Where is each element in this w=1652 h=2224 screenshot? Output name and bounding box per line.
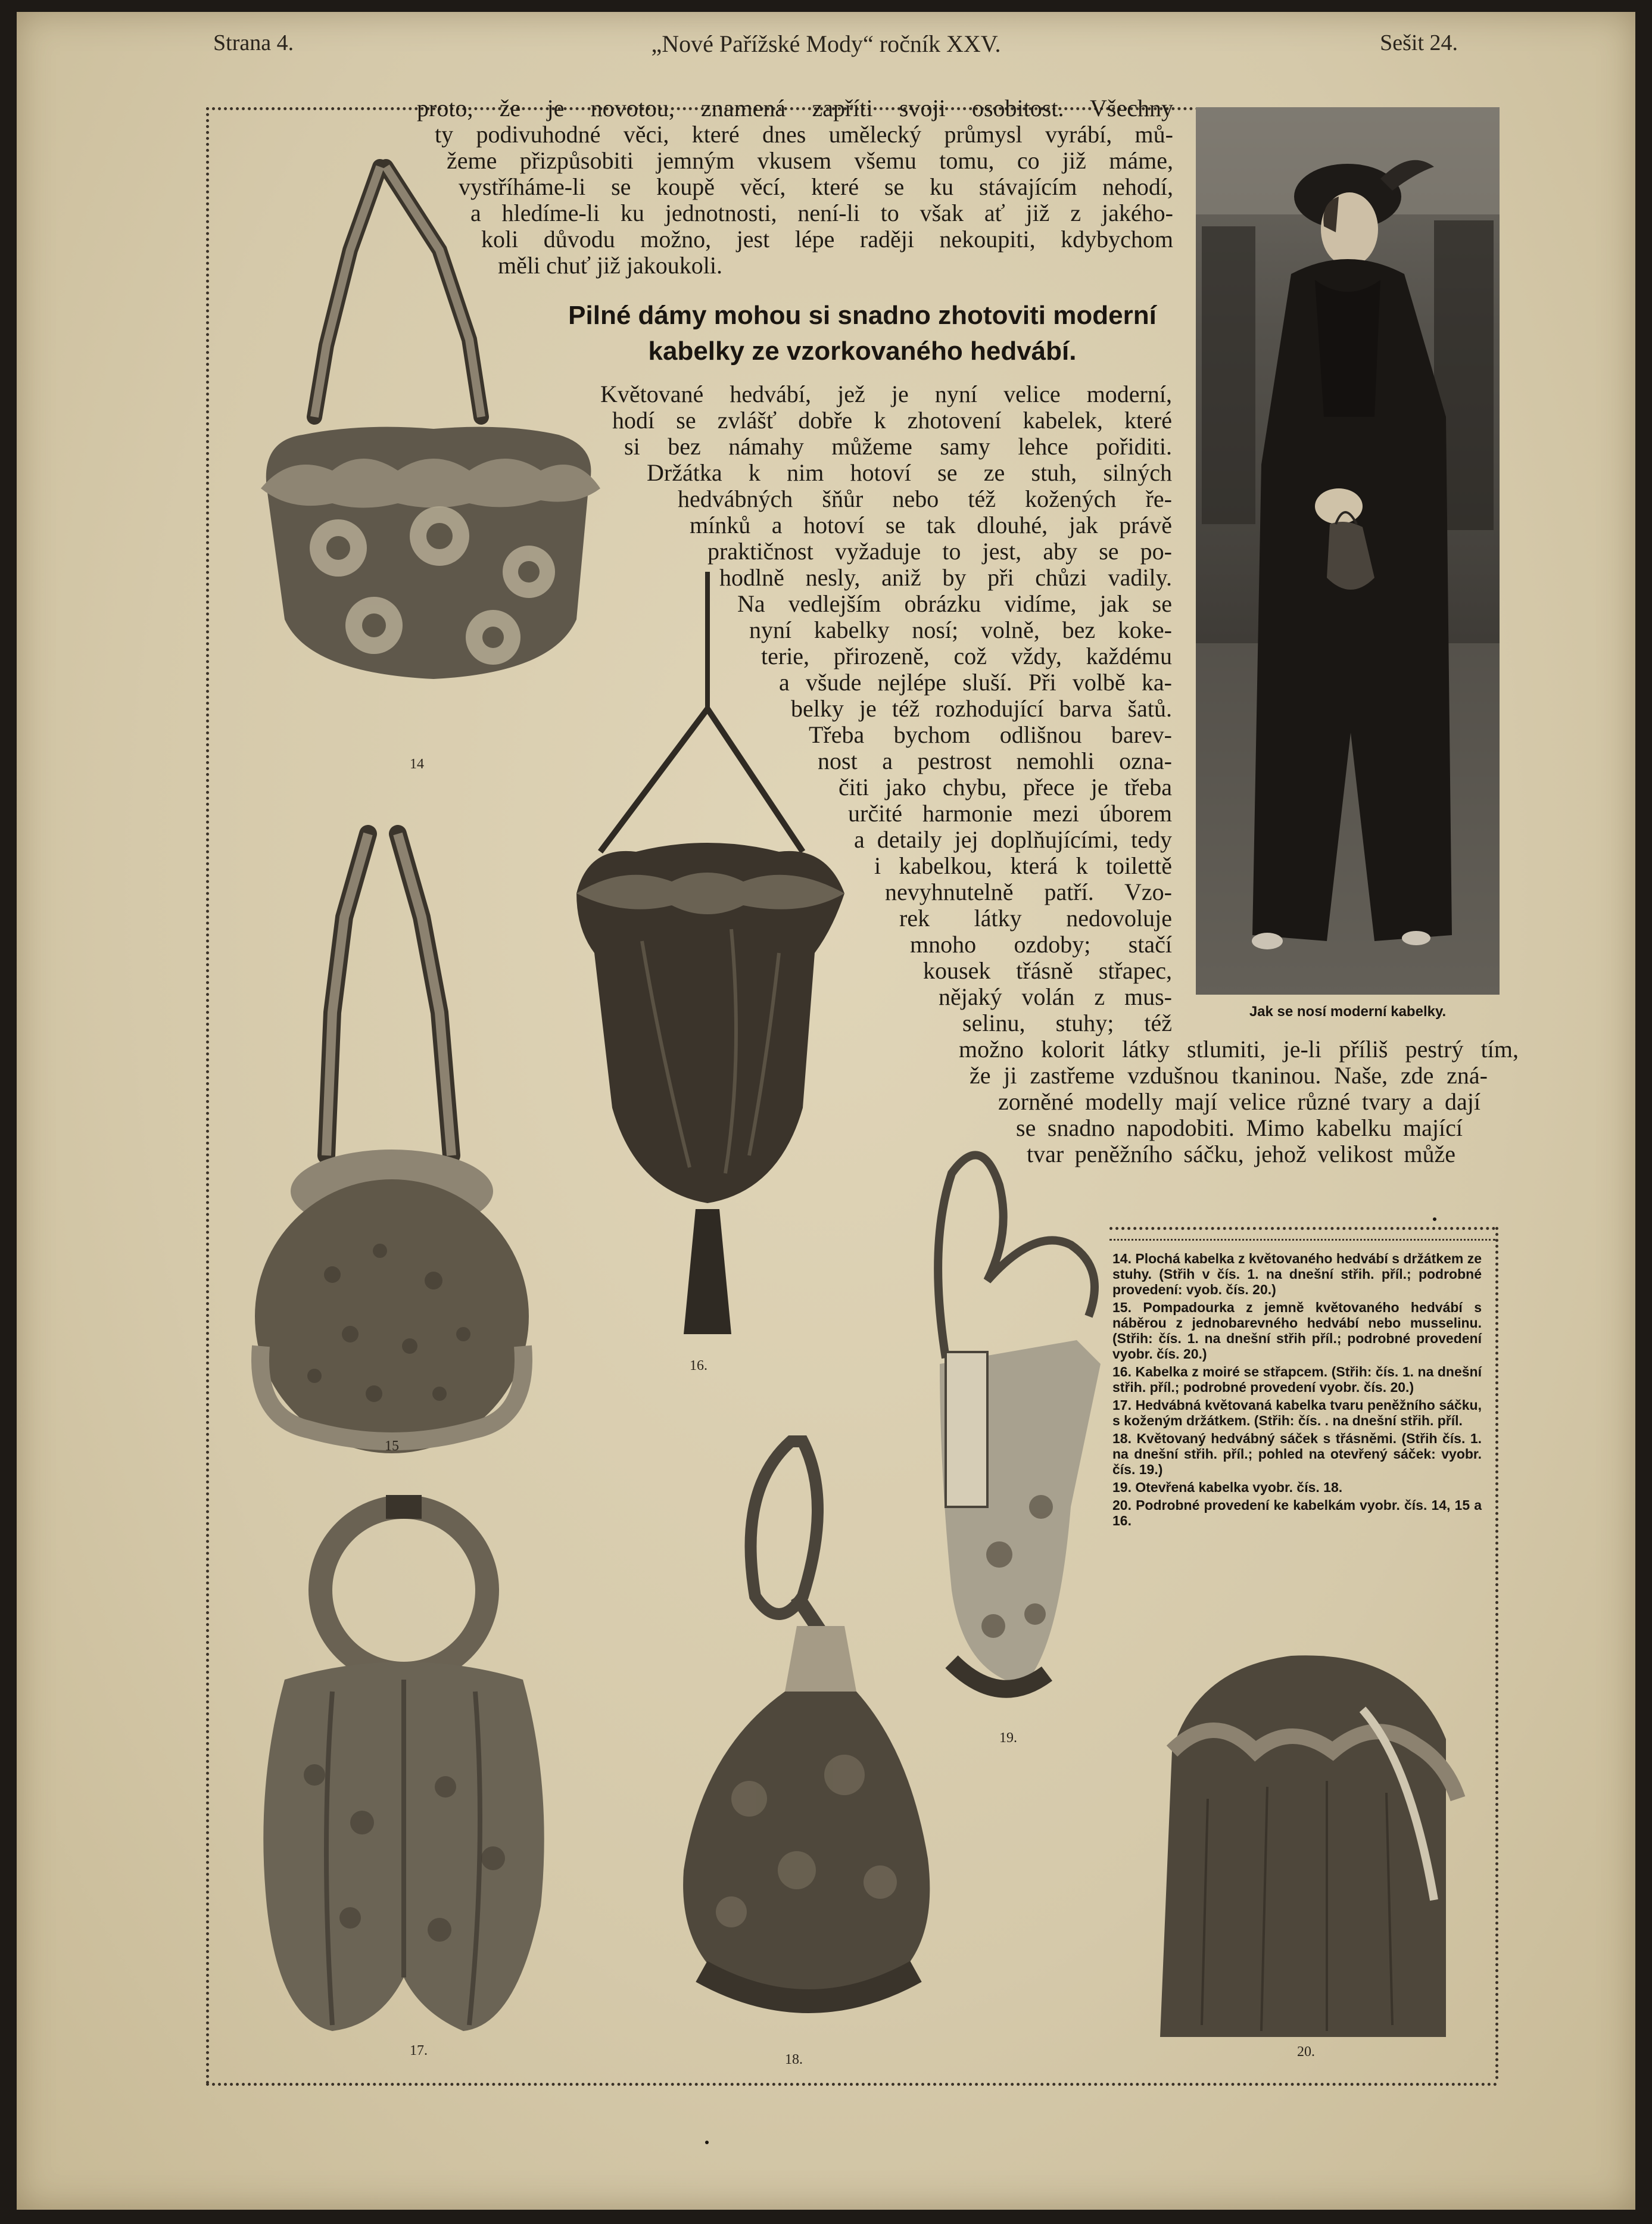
handbag-figure-17 <box>243 1489 565 2061</box>
page-number: Strana 4. <box>213 30 294 55</box>
text-line: nějaký volán z mus- <box>939 983 1172 1010</box>
text-line: že ji zastřeme vzdušnou tkaninou. Naše, zde zná- <box>970 1062 1488 1089</box>
text-line: hedvábných šňůr nebo též kožených ře- <box>678 485 1172 512</box>
text-line: i kabelkou, která k toilettě <box>874 852 1172 879</box>
caption-19: 19. Otevřená kabelka vyobr. čís. 18. <box>1112 1479 1343 1495</box>
text-line: nost a pestrost nemohli ozna- <box>818 747 1172 774</box>
handbag-figure-20 <box>1136 1644 1494 2061</box>
text-line: hodí se zvlášť dobře k zhotovení kabelek, které <box>612 407 1172 434</box>
text-line: kousek třásně střapec, <box>923 957 1172 984</box>
text-line: Na vedlejším obrázku vidíme, jak se <box>737 590 1172 617</box>
text-line: možno kolorit látky stlumiti, je-li příliš pestrý tím, <box>959 1036 1519 1063</box>
figure-number-19: 19. <box>999 1730 1017 1746</box>
handbag-figure-15 <box>237 822 606 1453</box>
text-line: žeme přizpůsobiti jemným vkusem všemu tomu, co již máme, <box>447 147 1173 174</box>
figure-number-15: 15 <box>385 1438 399 1453</box>
caption-17: 17. Hedvábná květovaná kabelka tvaru peněžního sáčku, s koženým držátkem. (Střih: čís. . na dnešní střih. příl. <box>1112 1397 1482 1428</box>
text-line: Třeba bychom odlišnou barev- <box>809 721 1172 748</box>
text-line: vystříháme-li se koupě věcí, které se ku stávajícím nehodí, <box>459 173 1173 200</box>
section-heading <box>529 298 1196 369</box>
handbag-figure-16 <box>553 572 862 1370</box>
text-line: a detaily jej doplňujícími, tedy <box>854 826 1172 853</box>
text-line: Držátka k nim hotoví se ze stuh, silných <box>647 459 1172 486</box>
figure-number-18: 18. <box>785 2052 803 2067</box>
text-line: tvar peněžního sáčku, jehož velikost může <box>1027 1141 1455 1167</box>
caption-18: 18. Květovaný hedvábný sáček s třásněmi. (Střih čís. 1. na dnešní střih. příl.; pohled na otevřený sáček: vyobr. čís. 19.) <box>1112 1431 1482 1477</box>
text-line: a hledíme-li ku jednotnosti, není-li to však ať již z jakého- <box>470 200 1173 226</box>
text-line: proto, že je novotou, znamená zapříti svoji osobitost. Všechny <box>417 95 1173 122</box>
text-line: nevyhnutelně patří. Vzo- <box>885 879 1172 905</box>
text-line: rek látky nedovoluje <box>899 905 1172 932</box>
photo-caption: Jak se nosí moderní kabelky. <box>1249 1004 1447 1020</box>
text-line: určité harmonie mezi úborem <box>848 800 1172 827</box>
fashion-photograph <box>1196 107 1500 995</box>
text-line: terie, přirozeně, což vždy, každému <box>761 643 1172 669</box>
figure-number-14: 14 <box>410 756 424 772</box>
caption-box-border-inner <box>1109 1239 1495 1241</box>
text-line: selinu, stuhy; též <box>962 1010 1172 1036</box>
caption-14: 14. Plochá kabelka z květovaného hedvábí s držátkem ze stuhy. (Střih v čís. 1. na dnešní střih. příl.; podrobné provedení: vyob. čís. 20.) <box>1112 1251 1482 1297</box>
figure-number-20: 20. <box>1297 2044 1315 2060</box>
text-line: a všude nejlépe sluší. Při volbě ka- <box>779 669 1172 696</box>
text-line: belky je též rozhodující barva šatů. <box>791 695 1172 722</box>
running-title: „Nové Pařížské Mody“ ročník XXV. <box>651 30 1001 57</box>
text-line: mínků a hotoví se tak dlouhé, jak právě <box>690 512 1172 538</box>
text-line: ty podivuhodné věci, které dnes umělecký průmysl vyrábí, mů- <box>435 121 1173 148</box>
text-line: koli důvodu možno, jest lépe raději nekoupiti, kdybychom <box>481 226 1173 253</box>
caption-box-border <box>1109 1227 1495 1230</box>
text-line: měli chuť již jakoukoli. <box>498 252 723 279</box>
figure-number-17: 17. <box>410 2043 428 2058</box>
caption-20: 20. Podrobné provedení ke kabelkám vyobr. čís. 14, 15 a 16. <box>1112 1497 1482 1528</box>
print-speck <box>1433 1217 1436 1221</box>
woman-with-handbag-photo <box>1196 107 1500 995</box>
text-line: Květované hedvábí, jež je nyní velice moderní, <box>600 381 1172 407</box>
text-line: zorněné modelly mají velice různé tvary a dají <box>998 1088 1480 1115</box>
heading-line: kabelky ze vzorkovaného hedvábí. <box>648 337 1077 366</box>
caption-15: 15. Pompadourka z jemně květovaného hedvábí s náběrou z jednobarevného hedvábí nebo musselinu. (Střih: čís. 1. na dnešní střih příl.; podrobné provedení vyobr. čís. 20.) <box>1112 1300 1482 1362</box>
handbag-figure-18 <box>666 1418 952 2067</box>
text-line: hodlně nesly, aniž by při chůzi vadily. <box>719 564 1172 591</box>
text-line: mnoho ozdoby; stačí <box>910 931 1172 958</box>
handbag-figure-19 <box>928 1138 1124 1757</box>
caption-16: 16. Kabelka z moiré se střapcem. (Střih: čís. 1. na dnešní střih. příl.; podrobné provedení vyobr. čís. 20.) <box>1112 1364 1482 1395</box>
text-line: si bez námahy můžeme samy lehce pořiditi. <box>624 433 1172 460</box>
heading-line: Pilné dámy mohou si snadno zhotoviti moderní <box>568 301 1157 330</box>
text-line: praktičnost vyžaduje to jest, aby se po- <box>707 538 1172 565</box>
figure-captions <box>1112 1251 1482 1531</box>
figure-number-16: 16. <box>690 1358 707 1370</box>
text-line: nyní kabelky nosí; volně, bez koke- <box>749 616 1172 643</box>
issue-number: Sešit 24. <box>1380 30 1458 55</box>
print-speck <box>705 2141 709 2144</box>
text-line: se snadno napodobiti. Mimo kabelku mající <box>1016 1114 1463 1141</box>
magazine-page <box>17 12 1635 2210</box>
text-line: čiti jako chybu, přece je třeba <box>839 774 1172 800</box>
